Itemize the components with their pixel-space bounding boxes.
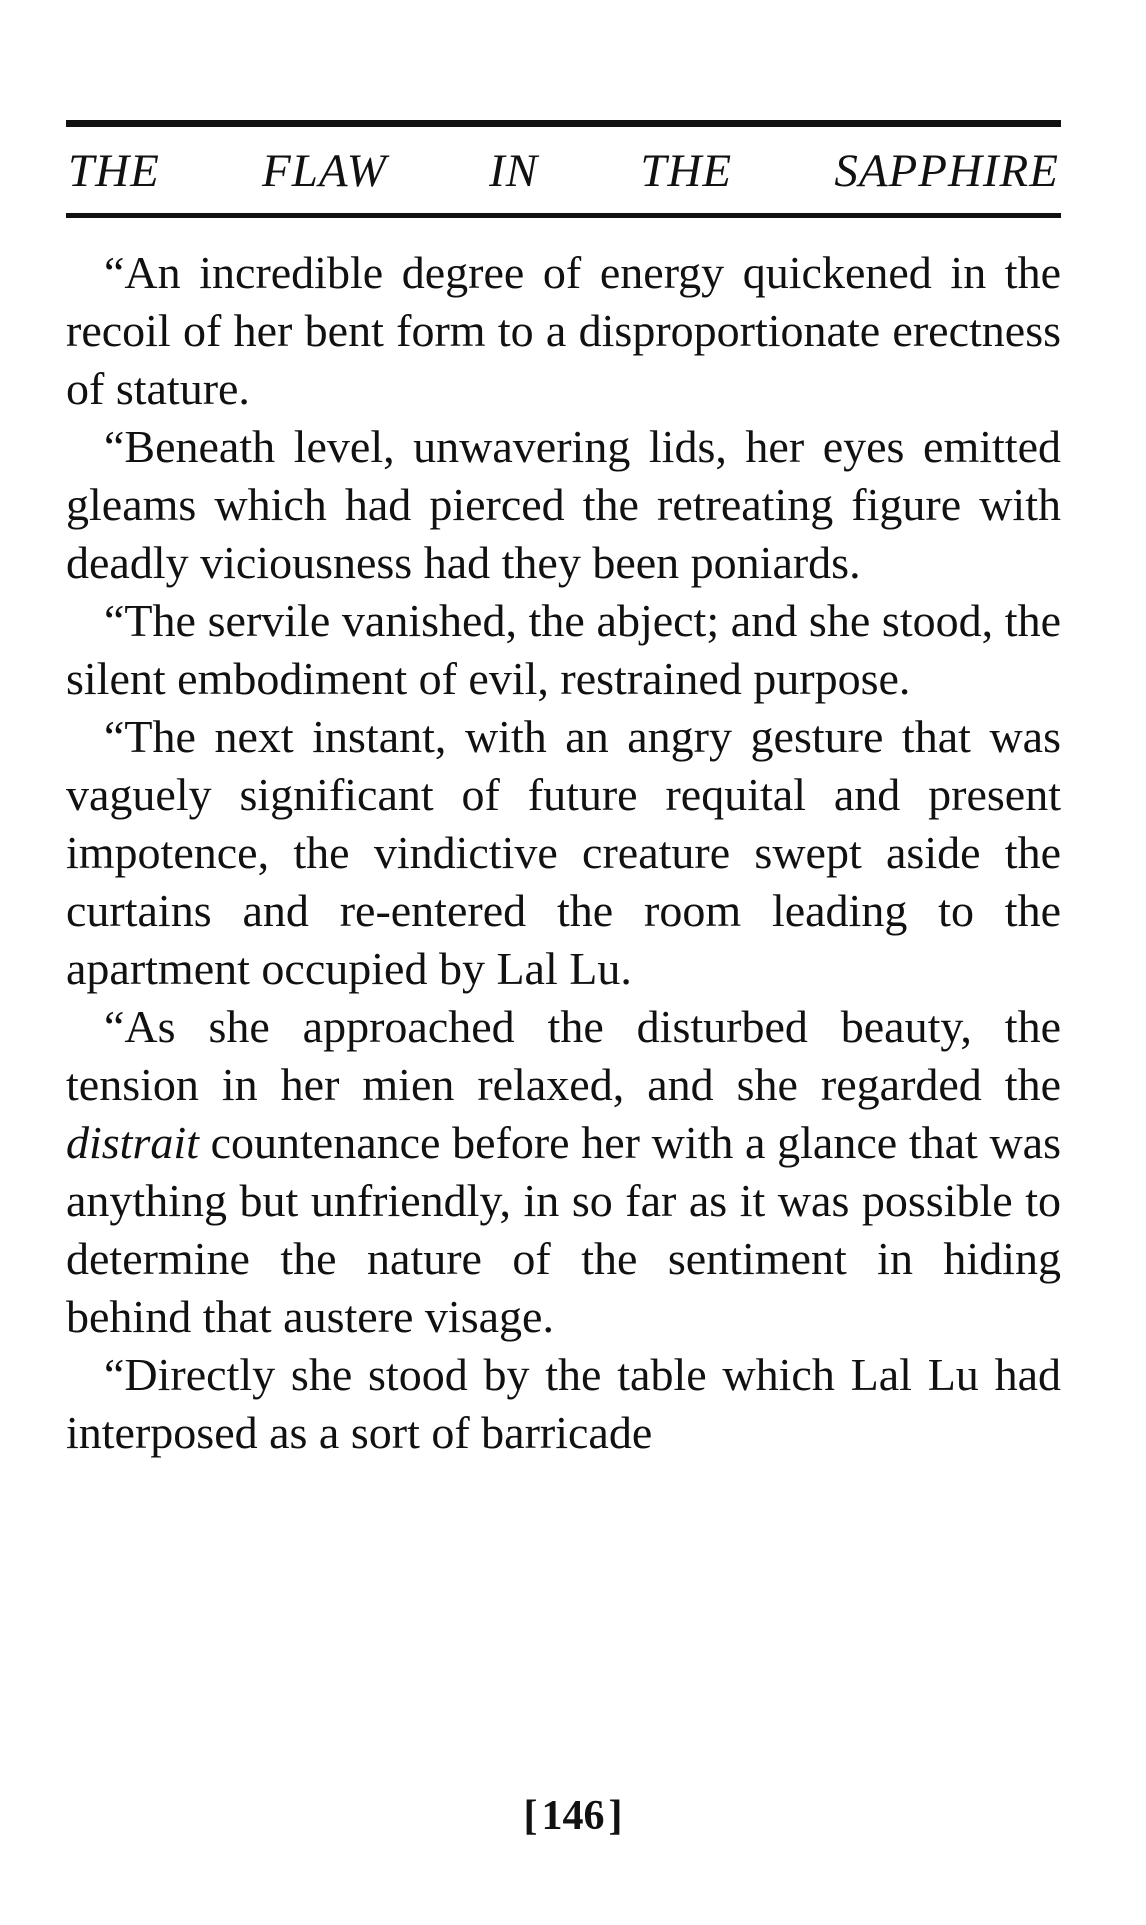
italic-word: distrait — [66, 1117, 199, 1168]
folio-number: 146 — [541, 1793, 605, 1839]
folio-open-bracket: [ — [523, 1793, 538, 1839]
running-head-word: SAPPHIRE — [834, 145, 1059, 197]
running-head-word: THE — [68, 145, 160, 197]
folio-close-bracket: ] — [608, 1793, 623, 1839]
page-number — [0, 1790, 1146, 1842]
paragraph — [66, 998, 1061, 1346]
running-head-word: IN — [489, 145, 539, 197]
running-head-word: THE — [640, 145, 733, 197]
body-text — [66, 244, 1061, 1462]
paragraph-text: countenance before her with a glance that was anything but unfriendly, in so far as it was possible to determine the nature of the sentiment in hiding behind that austere visage. — [66, 1117, 1061, 1342]
header-rule-top — [66, 120, 1061, 127]
paragraph: “An incredible degree of energy quickened in the recoil of her bent form to a disproportionate erectness of stature. — [66, 247, 1061, 414]
paragraph: “Directly she stood by the table which Lal Lu had interposed as a sort of barricade — [66, 1349, 1061, 1458]
page-content — [66, 120, 1061, 1462]
paragraph: “The servile vanished, the abject; and she stood, the silent embodiment of evil, restrained purpose. — [66, 595, 1061, 704]
paragraph: “Beneath level, unwavering lids, her eyes emitted gleams which had pierced the retreating figure with deadly viciousness had they been poniards. — [66, 421, 1061, 588]
running-head-word: FLAW — [261, 145, 387, 197]
header-rule-bottom — [66, 213, 1061, 218]
running-head — [66, 141, 1061, 201]
paragraph-text: “As she approached the disturbed beauty, the tension in her mien relaxed, and she regarded the — [66, 1001, 1061, 1110]
paragraph: “The next instant, with an angry gesture that was vaguely significant of future requital and present impotence, the vindictive creature swept aside the curtains and re-entered the room leading to the apartment occupied by Lal Lu. — [66, 711, 1061, 994]
